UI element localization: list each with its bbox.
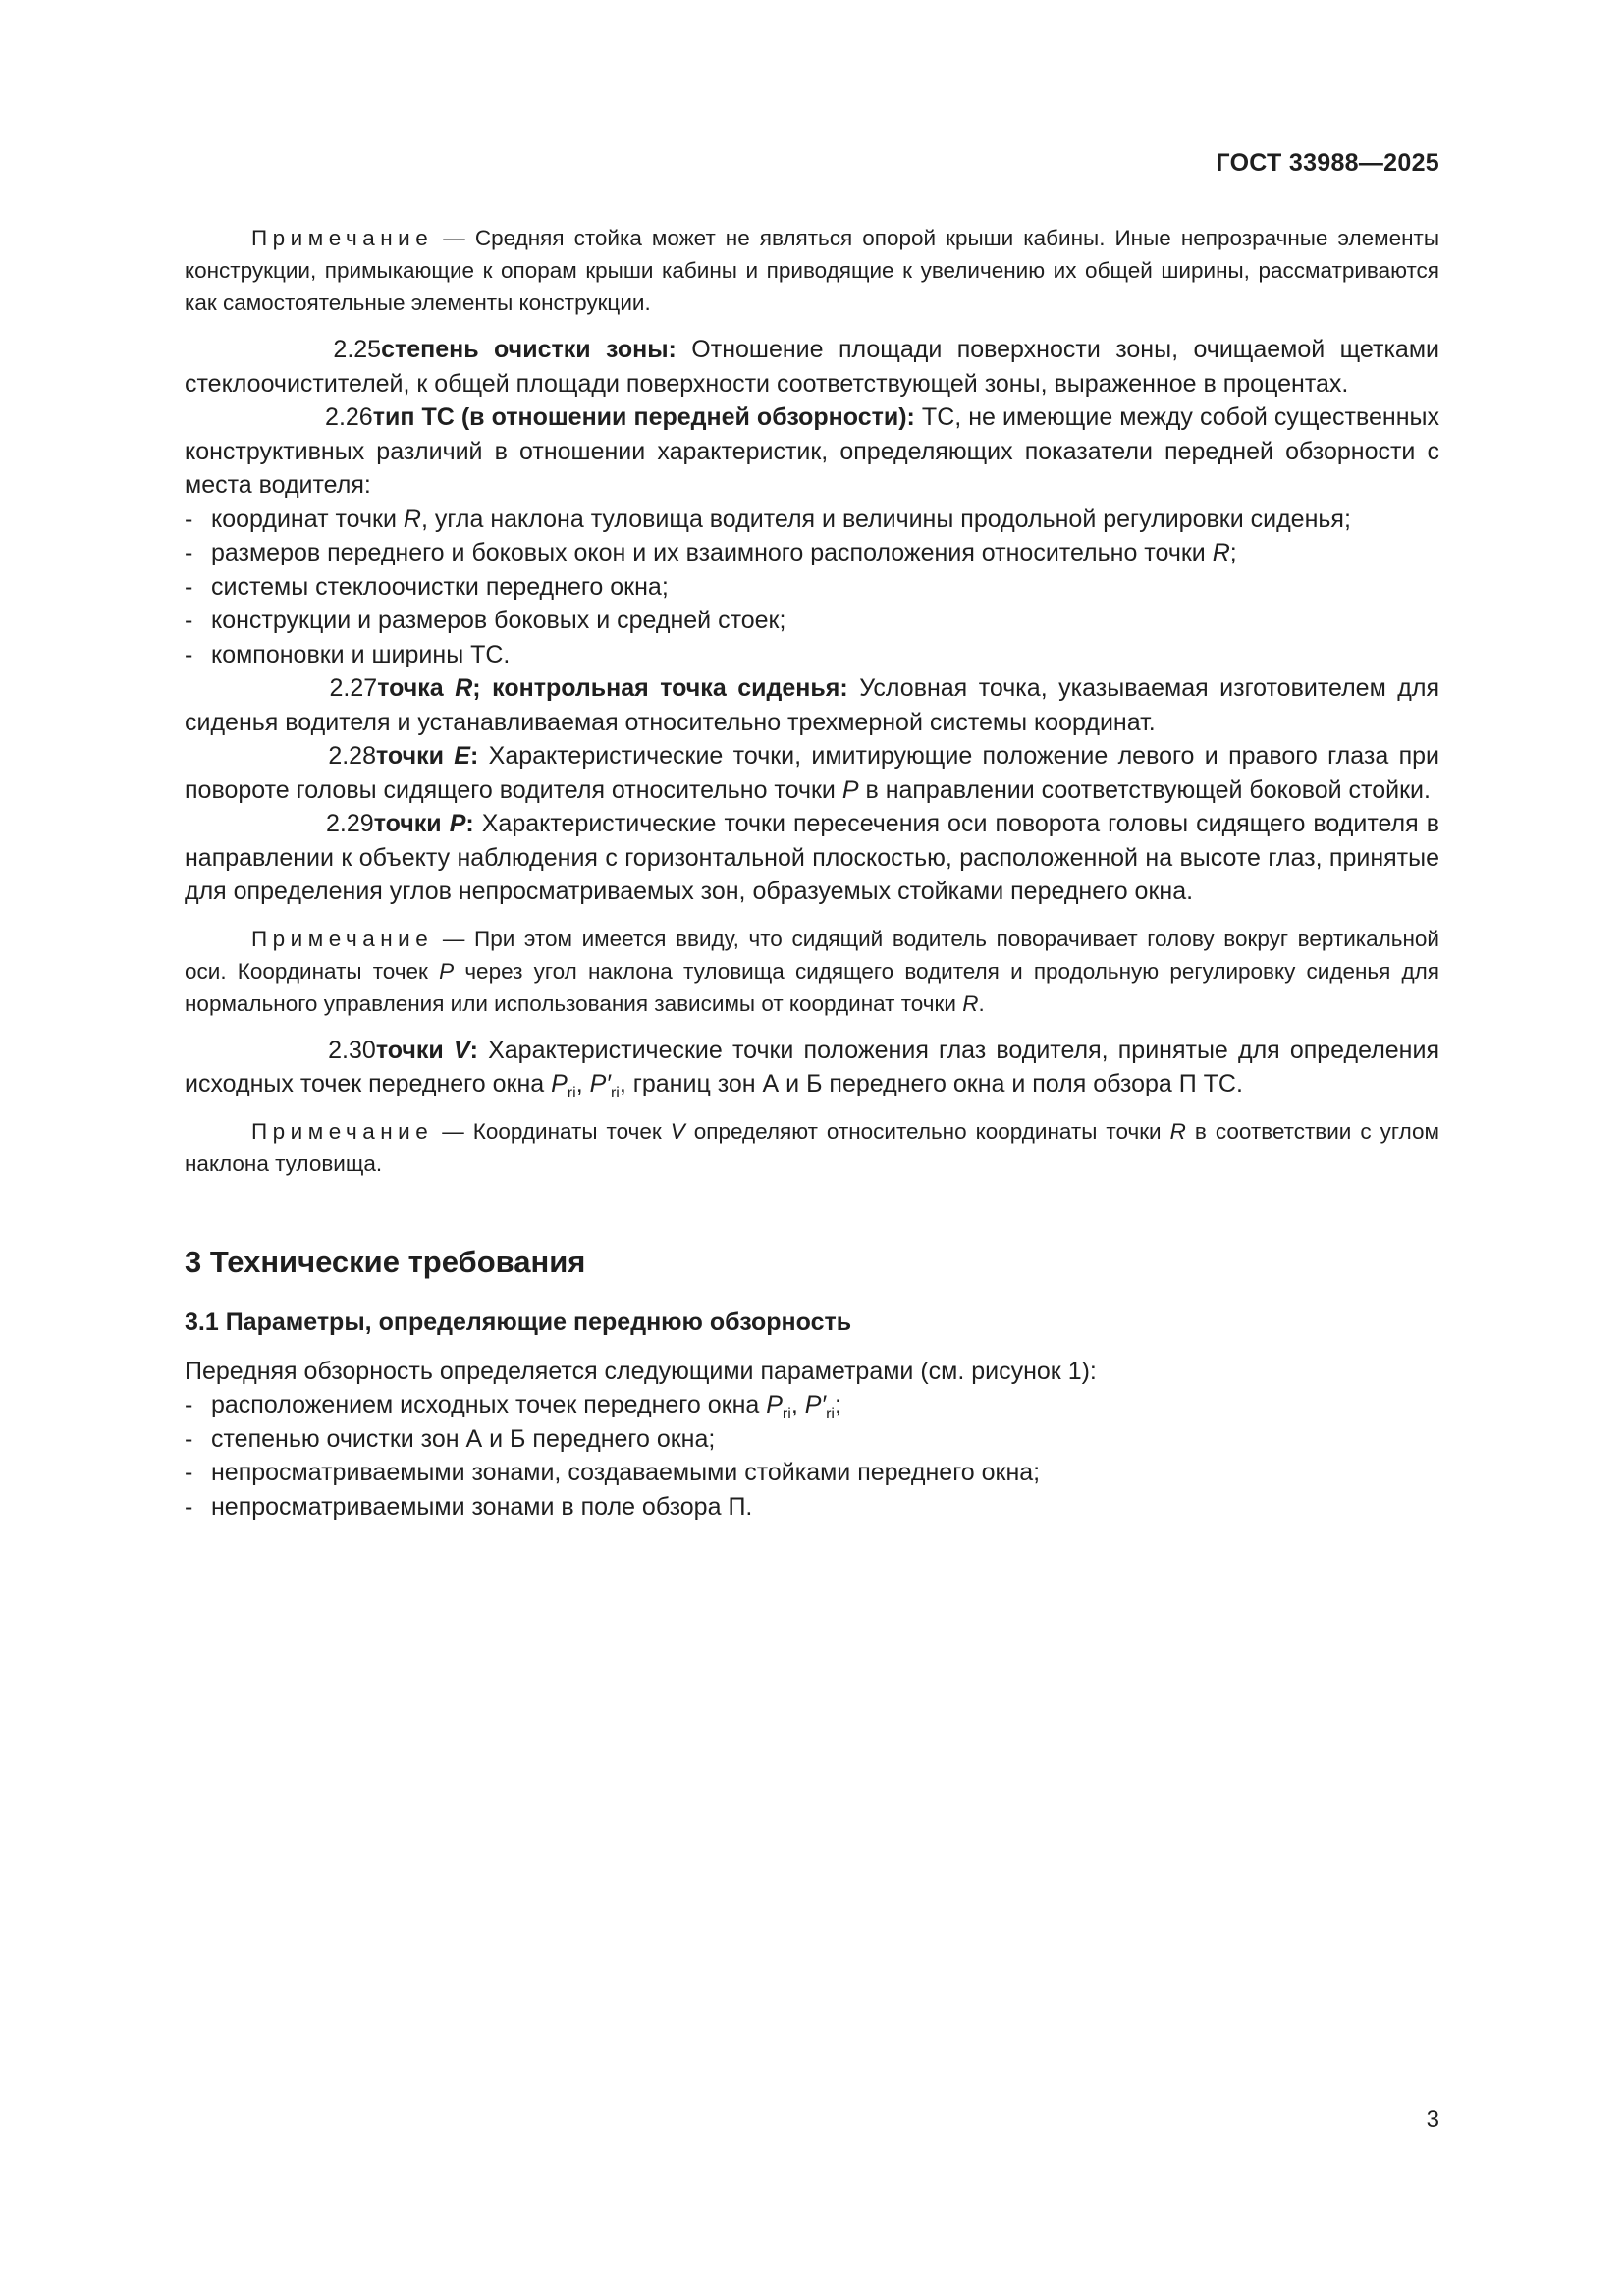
definition-2-25 <box>185 333 1439 400</box>
note-text: — Координаты точек V определяют относительно координаты точки R в соответствии с углом наклона туловища. <box>185 1118 1440 1176</box>
definition-text: Характеристические точки пересечения оси поворота головы сидящего водителя в направлении к объекту наблюдения с горизонтальной плоскостью, расположенной на высоте глаз, принятые для определения углов непросматриваемых зон, образуемых стойками переднего окна. <box>185 810 1439 905</box>
note-text: — Средняя стойка может не являться опорой крыши кабины. Иные непрозрачные элементы конструкции, примыкающие к опорам крыши кабины и приводящие к увеличению их общей ширины, рассматриваются как самостоятельные элементы конструкции. <box>185 226 1439 315</box>
definition-term: точка R; контрольная точка сиденья: <box>377 674 848 702</box>
definition-number: 2.29 <box>326 810 374 837</box>
definition-text: Характеристические точки положения глаз водителя, принятые для определения исходных точек переднего окна $P_{ri}$, $P'_{ri}$, границ зон А и Б переднего окна и поля обзора П ТС. <box>185 1036 1439 1101</box>
page-content <box>185 222 1439 1523</box>
section-intro: Передняя обзорность определяется следующими параметрами (см. рисунок 1): <box>185 1357 1097 1385</box>
visibility-parameters-list <box>185 1388 1439 1523</box>
definition-2-30 <box>185 1034 1439 1101</box>
subsection-heading: 3.1 Параметры, определяющие переднюю обзорность <box>185 1308 852 1336</box>
definition-2-29 <box>185 807 1439 909</box>
note-paragraph <box>185 222 1439 319</box>
definition-2-28 <box>185 739 1439 807</box>
definition-number: 2.30 <box>328 1036 376 1064</box>
definition-2-26 <box>185 400 1439 503</box>
definition-number: 2.28 <box>328 742 376 770</box>
note-label: Примечание <box>251 1118 434 1144</box>
definition-term: степень очистки зоны: <box>381 336 677 363</box>
definition-number: 2.27 <box>329 674 378 702</box>
list-item: - расположением исходных точек переднего окна $P_{ri}$, $P'_{ri}$; <box>185 1391 841 1422</box>
vehicle-type-criteria-list <box>185 503 1439 672</box>
note-paragraph <box>185 923 1439 1020</box>
definition-term: точки E: <box>376 742 479 770</box>
note-label: Примечание <box>251 226 434 250</box>
definition-term: точки P: <box>373 810 474 837</box>
list-item: - размеров переднего и боковых окон и их взаимного расположения относительно точки R; <box>185 539 1237 566</box>
note-paragraph <box>185 1115 1439 1180</box>
definition-term: точки V: <box>375 1036 478 1064</box>
list-item: - конструкции и размеров боковых и средней стоек; <box>185 607 786 634</box>
note-text: — При этом имеется ввиду, что сидящий водитель поворачивает голову вокруг вертикальной оси. Координаты точек P через угол наклона туловища сидящего водителя и продольную регулировку сиденья для нормального управления или использования зависимы от координат точки R. <box>185 926 1439 1016</box>
definition-text: ТС, не имеющие между собой существенных конструктивных различий в отношении характеристик, определяющих показатели передней обзорности с места водителя: <box>185 403 1439 499</box>
page-number: 3 <box>1426 2107 1439 2133</box>
document-header: ГОСТ 33988—2025 <box>1216 149 1439 177</box>
definition-term: тип ТС (в отношении передней обзорности): <box>372 403 915 431</box>
definition-text: Отношение площади поверхности зоны, очищаемой щетками стеклоочистителей, к общей площади поверхности соответствующей зоны, выраженное в процентах. <box>185 336 1439 398</box>
list-item: - непросматриваемыми зонами, создаваемыми стойками переднего окна; <box>185 1459 1041 1486</box>
definition-text: Характеристические точки, имитирующие положение левого и правого глаза при повороте головы сидящего водителя относительно точки P в направлении соответствующей боковой стойки. <box>185 742 1439 804</box>
list-item: - непросматриваемыми зонами в поле обзора П. <box>185 1492 753 1521</box>
definition-text: Условная точка, указываемая изготовителем для сиденья водителя и устанавливаемая относительно трехмерной системы координат. <box>185 674 1439 736</box>
note-label: Примечание <box>251 926 434 951</box>
definition-number: 2.25 <box>333 336 382 363</box>
list-item: - системы стеклоочистки переднего окна; <box>185 572 669 601</box>
list-item: - координат точки R, угла наклона туловища водителя и величины продольной регулировки сиденья; <box>185 505 1351 533</box>
definition-number: 2.26 <box>325 403 373 431</box>
definition-2-27 <box>185 671 1439 739</box>
section-heading: 3 Технические требования <box>185 1244 586 1279</box>
list-item: - степенью очистки зон А и Б переднего окна; <box>185 1424 716 1453</box>
list-item: - компоновки и ширины ТС. <box>185 640 511 668</box>
